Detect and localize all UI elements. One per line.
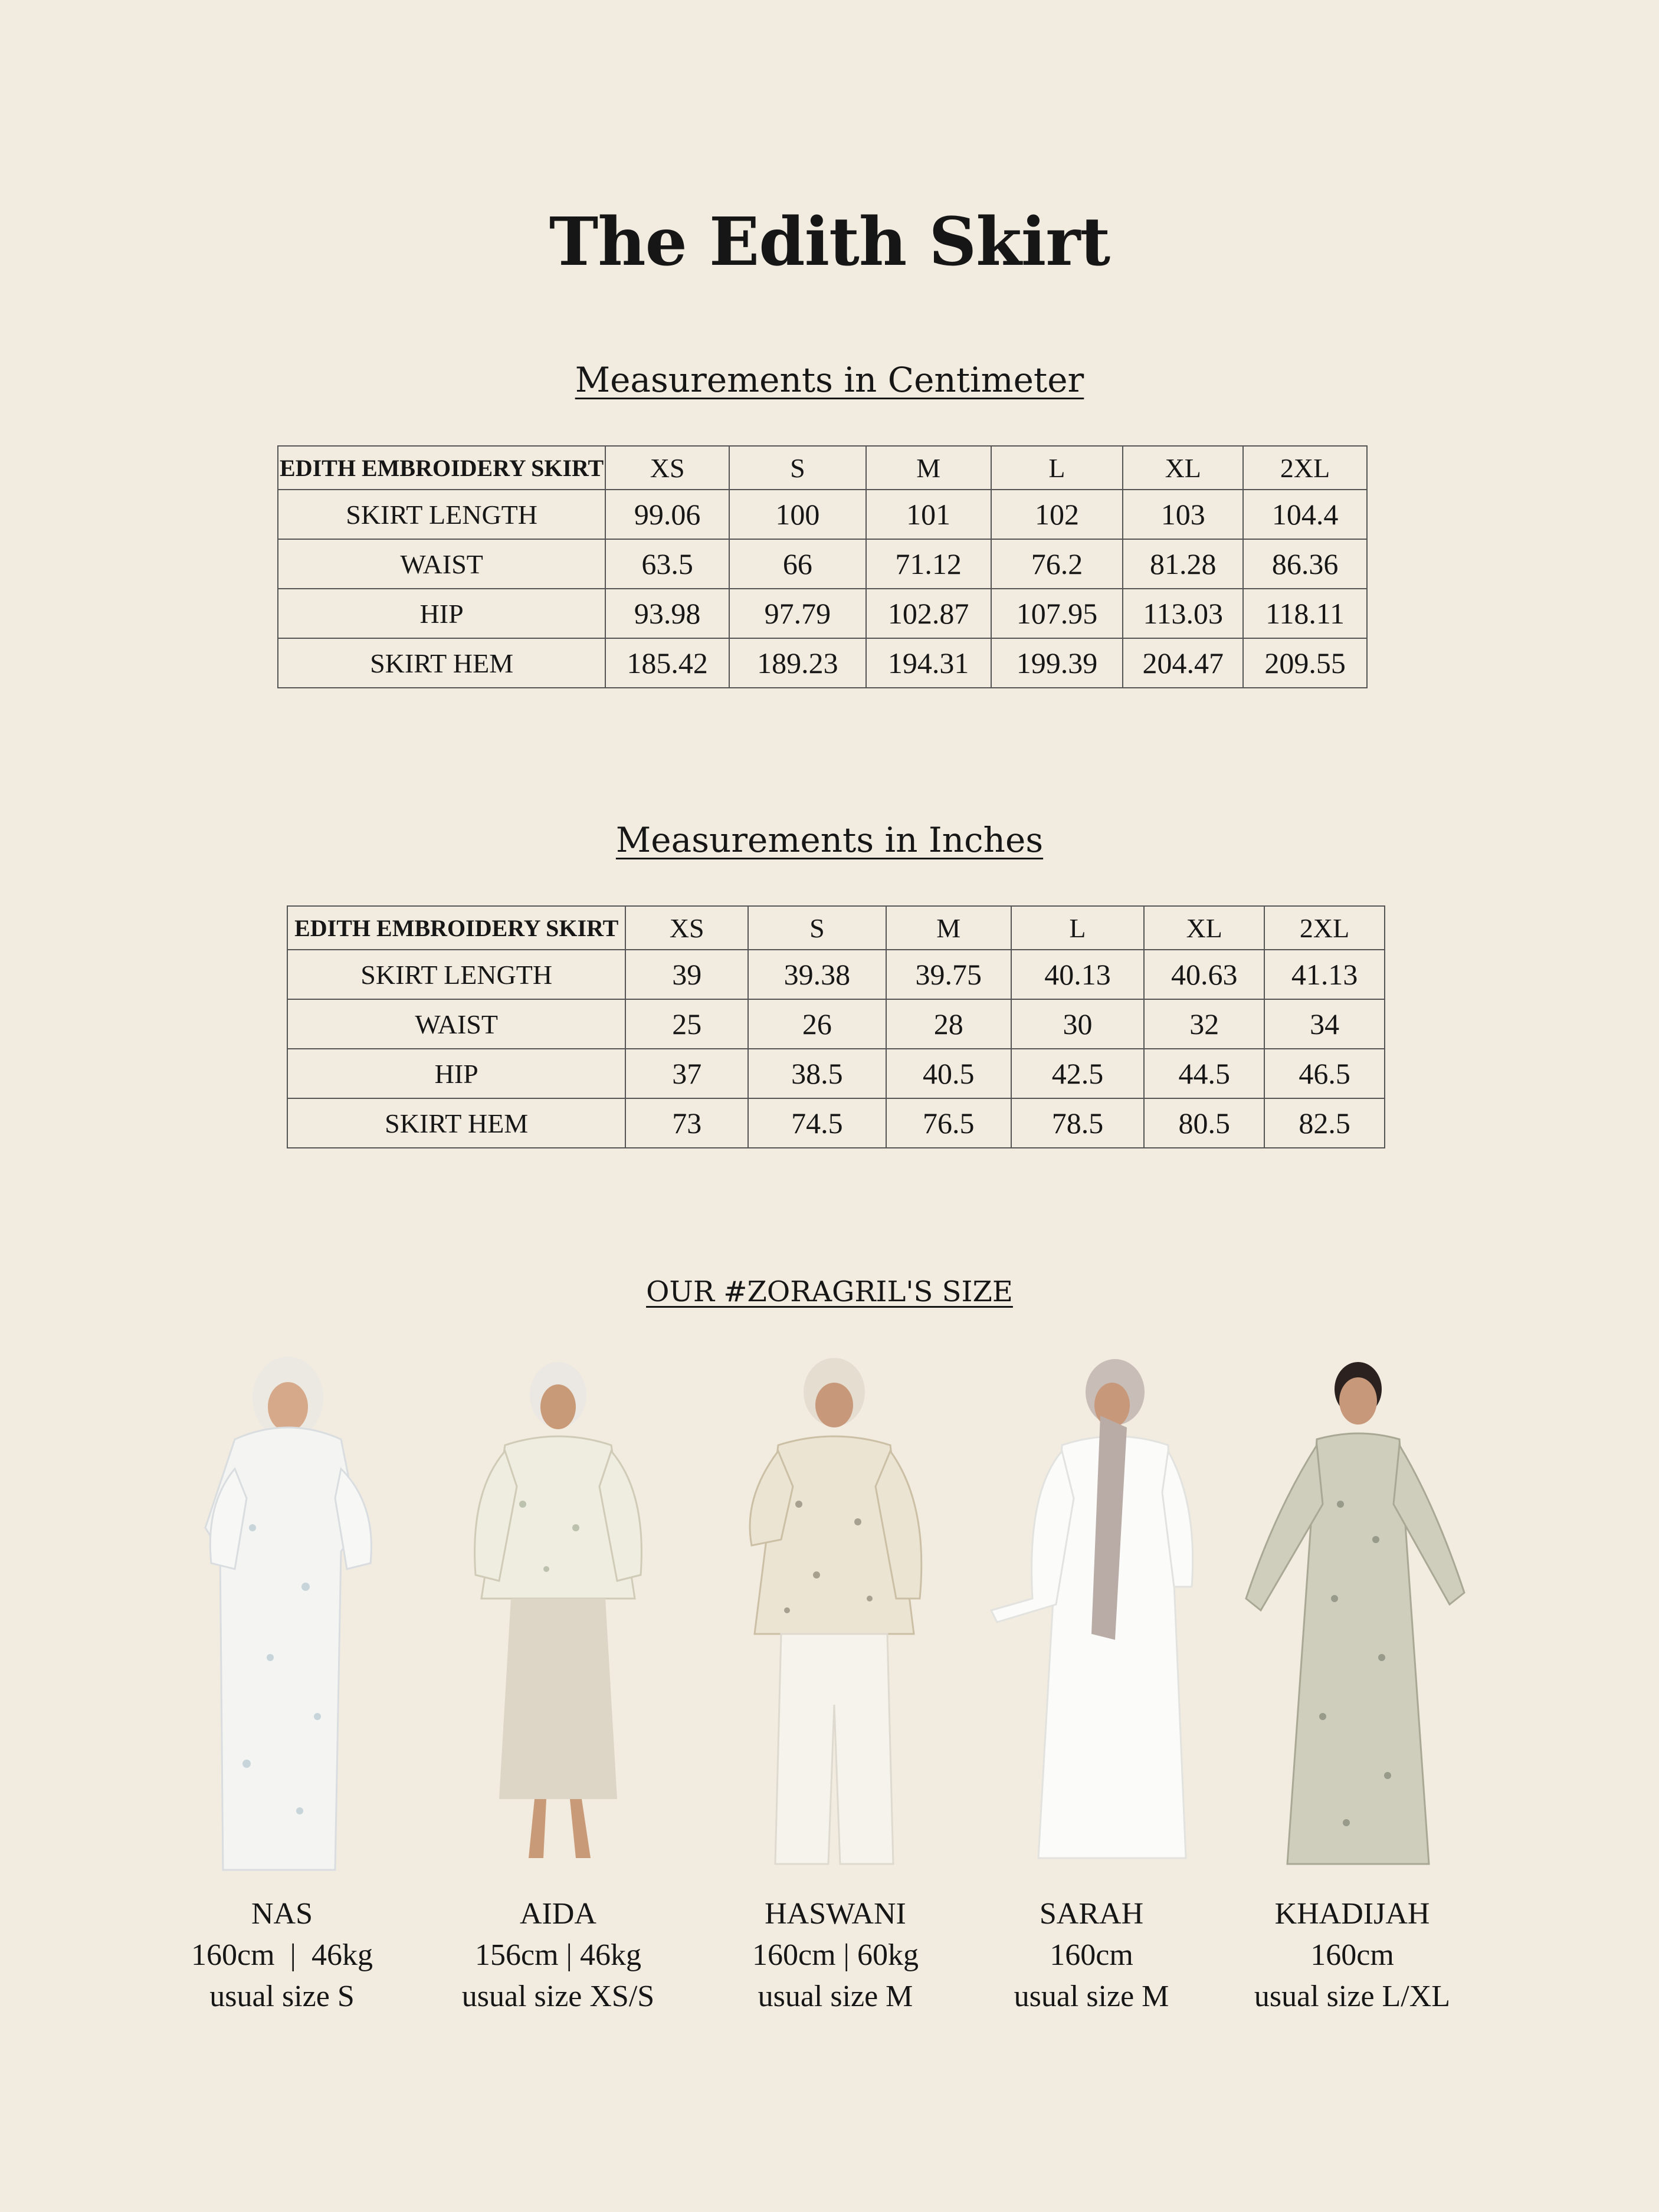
table-cell: 102.87 bbox=[866, 589, 991, 638]
table-cell: 39.75 bbox=[886, 950, 1011, 999]
row-label: HIP bbox=[278, 589, 605, 638]
table-cell: 97.79 bbox=[729, 589, 866, 638]
model-figure bbox=[1234, 1351, 1470, 1882]
inches-size-table bbox=[287, 905, 1385, 1148]
size-header: S bbox=[729, 446, 866, 490]
table-cell: 209.55 bbox=[1243, 638, 1367, 688]
table-cell: 25 bbox=[625, 999, 748, 1049]
model-usual-size: usual size M bbox=[1014, 1980, 1169, 2013]
table-cell: 73 bbox=[625, 1098, 748, 1148]
model-name: HASWANI bbox=[765, 1897, 906, 1931]
table-cell: 102 bbox=[991, 490, 1123, 539]
table-cell: 104.4 bbox=[1243, 490, 1367, 539]
table-cell: 41.13 bbox=[1264, 950, 1385, 999]
table-cell: 76.5 bbox=[886, 1098, 1011, 1148]
table-header-row bbox=[287, 906, 1385, 950]
row-label: SKIRT HEM bbox=[287, 1098, 625, 1148]
model-photo-khadijah bbox=[1234, 1351, 1470, 1882]
row-label: HIP bbox=[287, 1049, 625, 1098]
table-row bbox=[287, 1098, 1385, 1148]
model-usual-size: usual size XS/S bbox=[461, 1980, 655, 2013]
model-figure bbox=[440, 1351, 676, 1882]
model-photo-nas bbox=[164, 1351, 400, 1882]
table-cell: 66 bbox=[729, 539, 866, 589]
table-cell: 107.95 bbox=[991, 589, 1123, 638]
table-cell: 38.5 bbox=[748, 1049, 886, 1098]
table-cell: 80.5 bbox=[1144, 1098, 1264, 1148]
size-header: 2XL bbox=[1243, 446, 1367, 490]
table-cell: 46.5 bbox=[1264, 1049, 1385, 1098]
table-row bbox=[287, 1049, 1385, 1098]
inches-heading: Measurements in Inches bbox=[615, 820, 1044, 860]
table-cell: 82.5 bbox=[1264, 1098, 1385, 1148]
table-corner-label: EDITH EMBROIDERY SKIRT bbox=[287, 906, 625, 950]
table-cell: 37 bbox=[625, 1049, 748, 1098]
table-cell: 40.13 bbox=[1011, 950, 1145, 999]
table-row bbox=[287, 950, 1385, 999]
table-cell: 101 bbox=[866, 490, 991, 539]
table-row bbox=[278, 589, 1367, 638]
model-usual-size: usual size M bbox=[758, 1980, 913, 2013]
table-cell: 93.98 bbox=[605, 589, 729, 638]
model-stats: 156cm | 46kg bbox=[475, 1938, 641, 1972]
table-cell: 39.38 bbox=[748, 950, 886, 999]
table-cell: 42.5 bbox=[1011, 1049, 1145, 1098]
model-photo-sarah bbox=[973, 1351, 1209, 1882]
table-cell: 113.03 bbox=[1123, 589, 1243, 638]
table-row bbox=[278, 539, 1367, 589]
cm-size-table bbox=[277, 445, 1368, 688]
table-cell: 103 bbox=[1123, 490, 1243, 539]
size-header: XS bbox=[605, 446, 729, 490]
row-label: SKIRT LENGTH bbox=[287, 950, 625, 999]
table-cell: 30 bbox=[1011, 999, 1145, 1049]
table-cell: 81.28 bbox=[1123, 539, 1243, 589]
row-label: SKIRT HEM bbox=[278, 638, 605, 688]
model-usual-size: usual size L/XL bbox=[1254, 1980, 1451, 2013]
table-cell: 26 bbox=[748, 999, 886, 1049]
table-corner-label: EDITH EMBROIDERY SKIRT bbox=[278, 446, 605, 490]
table-cell: 34 bbox=[1264, 999, 1385, 1049]
table-cell: 100 bbox=[729, 490, 866, 539]
table-cell: 199.39 bbox=[991, 638, 1123, 688]
table-cell: 44.5 bbox=[1144, 1049, 1264, 1098]
table-cell: 194.31 bbox=[866, 638, 991, 688]
table-cell: 78.5 bbox=[1011, 1098, 1145, 1148]
model-figure bbox=[164, 1351, 400, 1882]
model-caption-khadijah bbox=[1205, 1893, 1500, 2017]
size-header: XS bbox=[625, 906, 748, 950]
table-cell: 189.23 bbox=[729, 638, 866, 688]
model-stats: 160cm bbox=[1310, 1938, 1394, 1972]
table-cell: 204.47 bbox=[1123, 638, 1243, 688]
size-header: XL bbox=[1123, 446, 1243, 490]
model-name: SARAH bbox=[1039, 1897, 1144, 1931]
model-figure bbox=[716, 1351, 952, 1882]
model-name: KHADIJAH bbox=[1274, 1897, 1430, 1931]
table-cell: 39 bbox=[625, 950, 748, 999]
table-row bbox=[278, 490, 1367, 539]
table-cell: 74.5 bbox=[748, 1098, 886, 1148]
table-cell: 32 bbox=[1144, 999, 1264, 1049]
table-cell: 40.5 bbox=[886, 1049, 1011, 1098]
model-caption-nas bbox=[135, 1893, 429, 2017]
table-cell: 28 bbox=[886, 999, 1011, 1049]
table-cell: 71.12 bbox=[866, 539, 991, 589]
size-header: L bbox=[991, 446, 1123, 490]
model-stats: 160cm | 46kg bbox=[191, 1938, 373, 1972]
model-stats: 160cm bbox=[1050, 1938, 1133, 1972]
model-figure bbox=[973, 1351, 1209, 1882]
model-stats: 160cm | 60kg bbox=[752, 1938, 919, 1972]
size-header: L bbox=[1011, 906, 1145, 950]
size-header: 2XL bbox=[1264, 906, 1385, 950]
model-name: AIDA bbox=[520, 1897, 596, 1931]
models-heading: OUR #ZORAGRIL'S SIZE bbox=[646, 1275, 1013, 1308]
size-header: M bbox=[886, 906, 1011, 950]
size-header: XL bbox=[1144, 906, 1264, 950]
model-photo-haswani bbox=[716, 1351, 952, 1882]
table-cell: 86.36 bbox=[1243, 539, 1367, 589]
table-row bbox=[278, 638, 1367, 688]
model-caption-haswani bbox=[688, 1893, 983, 2017]
row-label: WAIST bbox=[287, 999, 625, 1049]
table-row bbox=[287, 999, 1385, 1049]
table-cell: 76.2 bbox=[991, 539, 1123, 589]
table-header-row bbox=[278, 446, 1367, 490]
cm-heading: Measurements in Centimeter bbox=[575, 360, 1084, 400]
size-header: M bbox=[866, 446, 991, 490]
model-usual-size: usual size S bbox=[209, 1980, 355, 2013]
row-label: WAIST bbox=[278, 539, 605, 589]
table-cell: 118.11 bbox=[1243, 589, 1367, 638]
page-title: The Edith Skirt bbox=[549, 204, 1110, 281]
row-label: SKIRT LENGTH bbox=[278, 490, 605, 539]
model-caption-sarah bbox=[944, 1893, 1239, 2017]
table-cell: 40.63 bbox=[1144, 950, 1264, 999]
table-cell: 63.5 bbox=[605, 539, 729, 589]
model-caption-aida bbox=[411, 1893, 706, 2017]
model-photo-aida bbox=[440, 1351, 676, 1882]
table-cell: 99.06 bbox=[605, 490, 729, 539]
size-header: S bbox=[748, 906, 886, 950]
table-cell: 185.42 bbox=[605, 638, 729, 688]
model-name: NAS bbox=[251, 1897, 313, 1931]
